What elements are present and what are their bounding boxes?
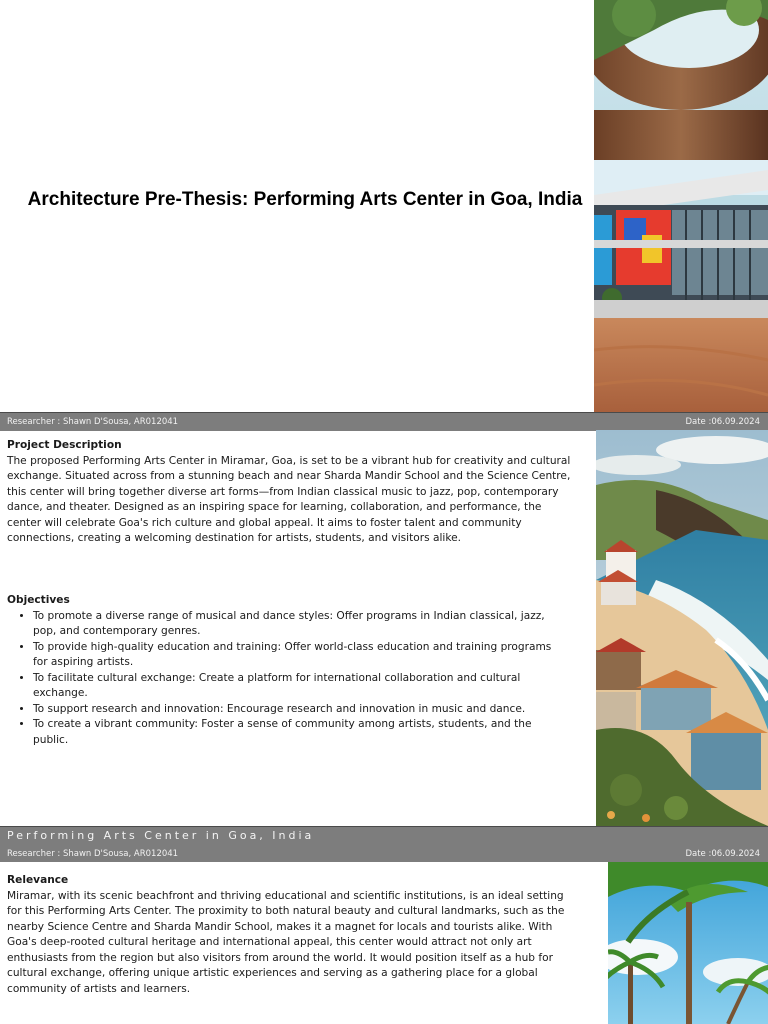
- project-description-text: The proposed Performing Arts Center in Miramar, Goa, is set to be a vibrant hub for creativity and cultural exchange. Situated across from a stunning beach and near Sharda Mandir School and the Science Centre, this center will bring together diverse art forms—from Indian classical music to jazz, pop, contemporary dance, and theater. Designed as an inspiring space for learning, collaboration, and performance, the center will celebrate Goa's rich culture and global appeal. It aims to foster talent and community connections, creating a welcoming destination for artists, students, and visitors alike.: [7, 454, 571, 544]
- date-label: Date :06.09.2024: [685, 849, 760, 859]
- list-item: • To provide high-quality education and training: Offer world-class education and training programs for aspiring artists.: [33, 640, 562, 671]
- palm-trees-image: [608, 862, 768, 1024]
- project-title-bar: [0, 826, 768, 862]
- list-item: • To promote a diverse range of musical and dance styles: Offer programs in Indian classical, jazz, pop, and contemporary genres.: [33, 609, 562, 640]
- objectives-section: [7, 593, 562, 748]
- researcher-label: Researcher : Shawn D'Sousa, AR012041: [7, 417, 179, 427]
- list-item: • To support research and innovation: Encourage research and innovation in music and dance.: [33, 702, 562, 718]
- header-bar: [0, 412, 768, 431]
- relevance-section: [7, 873, 572, 997]
- project-title-label: Performing Arts Center in Goa, India: [7, 829, 315, 842]
- list-item: • To create a vibrant community: Foster a sense of community among artists, students, and the public.: [33, 717, 562, 748]
- relevance-heading: Relevance: [7, 874, 69, 886]
- date-label: Date :06.09.2024: [685, 417, 760, 427]
- project-description-heading: Project Description: [7, 439, 122, 451]
- researcher-label: Researcher : Shawn D'Sousa, AR012041: [7, 849, 179, 859]
- relevance-text: Miramar, with its scenic beachfront and thriving educational and scientific institutions, is an ideal setting for this Performing Arts Center. The proximity to both natural beauty and cultural landmarks, such as the nearby Science Centre and Sharda Mandir School, makes it a magnet for locals and tourists alike. With Goa's deep-rooted cultural heritage and international appeal, this center would attract not only art enthusiasts from the region but also visitors from around the world. It would position itself as a hub for cultural exchange, offering unique artistic experiences and serving as a gathering place for a global community of artists and learners.: [7, 889, 565, 995]
- list-item: • To facilitate cultural exchange: Create a platform for international collaboration and cultural exchange.: [33, 671, 562, 702]
- architecture-render-image: [594, 0, 768, 412]
- objectives-list: [7, 609, 562, 749]
- objectives-heading: Objectives: [7, 594, 70, 606]
- coastal-village-image: [596, 430, 768, 826]
- project-description-section: [7, 438, 575, 547]
- page-title: Architecture Pre-Thesis: Performing Arts Center in Goa, India: [27, 189, 583, 210]
